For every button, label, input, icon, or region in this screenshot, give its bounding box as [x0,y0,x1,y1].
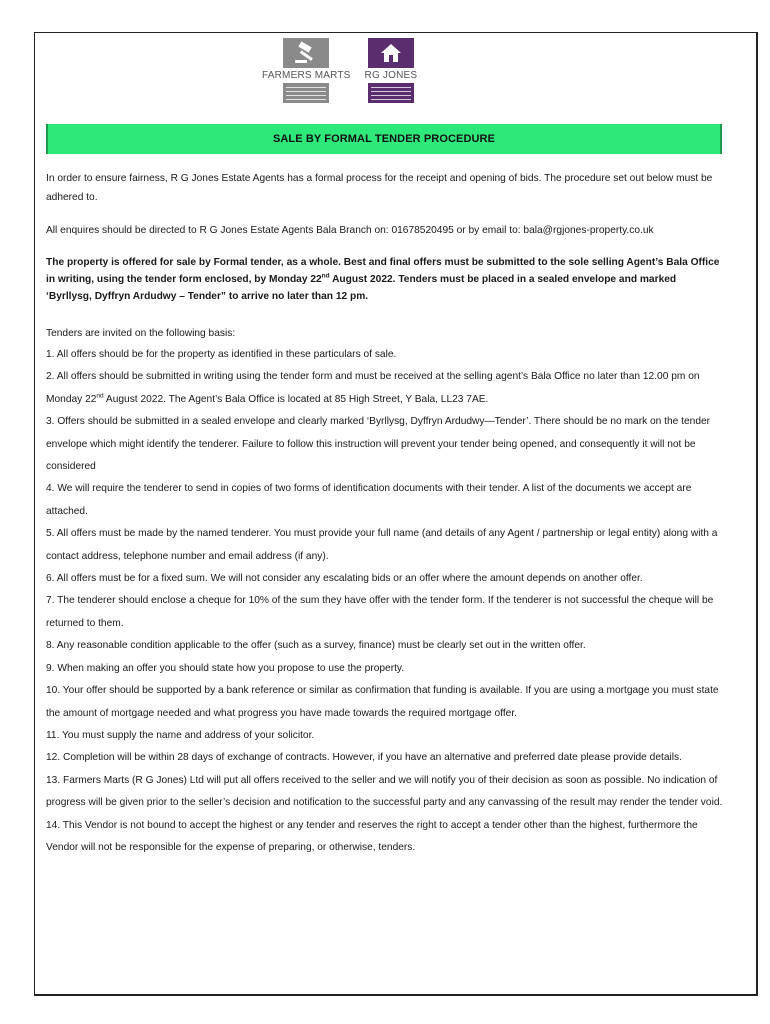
offer-notice-sup: nd [321,272,330,280]
term-6: 6. All offers must be for a fixed sum. We will not consider any escalating bids or an offer where the amount depends on another offer. [46,573,643,585]
title-banner [46,124,722,154]
term-4: 4. We will require the tenderer to send in copies of two forms of identification documents with their tender. A list of the documents we accept are attached. [46,483,692,517]
term-11: 11. You must supply the name and address of your solicitor. [46,729,315,741]
enquiries-paragraph: All enquires should be directed to R G Jones Estate Agents Bala Branch on: 01678520495 or by email to: bala@rgjones-property.co.uk [46,225,654,236]
page-title: SALE BY FORMAL TENDER PROCEDURE [272,133,496,145]
logo-row [262,38,417,106]
basis-heading: Tenders are invited on the following basis: [46,328,236,339]
term-5: 5. All offers must be made by the named tenderer. You must provide your full name (and details of any Agent / partnership or legal entity) along with a contact address, telephone number and email address (if any). [46,528,718,562]
house-icon [368,38,414,68]
term-2-part1: 2. All offers should be submitted in writing using the tender form and must be received at the selling agent’s Bala Office no later than 12.00 pm on Monday 22 [46,371,700,405]
term-14: 14. This Vendor is not bound to accept the highest or any tender and reserves the right to accept a tender other than the highest, furthermore the Vendor will not be responsible for the expense of preparing, or otherwise, tenders. [46,819,698,853]
terms-list [46,344,724,859]
term-10: 10. Your offer should be supported by a bank reference or similar as confirmation that funding is available. If you are using a mortgage you must state the amount of mortgage needed and what progress you have made towards the required mortgage offer. [46,685,719,719]
offer-notice-part1: The property is offered for sale by Formal tender, as a whole. Best and final offers must be submitted to the sole selling Agent’s Bala Office in writing, using the tender form enclosed, by Monday 22 [46,257,720,285]
rg-jones-tagline [368,83,414,103]
term-3: 3. Offers should be submitted in a sealed envelope and clearly marked ‘Byrllysg, Dyffryn Ardudwy—Tender’. There should be no mark on the tender envelope which might identify the tenderer. Failure to follow this instruction will prevent your tender being opened, and consequently it will not be considered [46,416,711,473]
term-7: 7. The tenderer should enclose a cheque for 10% of the sum they have offer with the tender form. If the tenderer is not successful the cheque will be returned to them. [46,595,714,629]
farmers-marts-name: FARMERS MARTS [262,70,351,81]
farmers-marts-tagline [283,83,329,103]
farmers-marts-logo [262,38,351,106]
term-9: 9. When making an offer you should state how you propose to use the property. [46,662,405,674]
gavel-icon [283,38,329,68]
term-13: 13. Farmers Marts (R G Jones) Ltd will put all offers received to the seller and we will notify you of their decision as soon as possible. No indication of progress will be given prior to the seller’s decision and notification to the successful party and any canvassing of the result may render the tender void. [46,774,723,809]
document-body [46,169,724,859]
offer-notice-part2: August 2022. Tenders must be placed in a sealed envelope and marked ‘Byrllysg, Dyffryn Ardudwy – Tender” to arrive no later than 12 pm. [46,274,677,302]
rg-jones-name: RG JONES [364,70,418,81]
term-2-sup: nd [96,392,104,400]
term-12: 12. Completion will be within 28 days of exchange of contracts. However, if you have an alternative and preferred date please provide details. [46,752,682,764]
term-2-part2: August 2022. The Agent’s Bala Office is located at 85 High Street, Y Bala, LL23 7AE. [103,393,489,405]
intro-paragraph: In order to ensure fairness, R G Jones Estate Agents has a formal process for the receipt and opening of bids. The procedure set out below must be adhered to. [46,173,713,203]
term-8: 8. Any reasonable condition applicable to the offer (such as a survey, finance) must be clearly set out in the written offer. [46,640,586,652]
term-1: 1. All offers should be for the property as identified in these particulars of sale. [46,349,397,360]
offer-notice [46,254,724,305]
term-2 [46,366,724,411]
rg-jones-logo [365,38,418,106]
